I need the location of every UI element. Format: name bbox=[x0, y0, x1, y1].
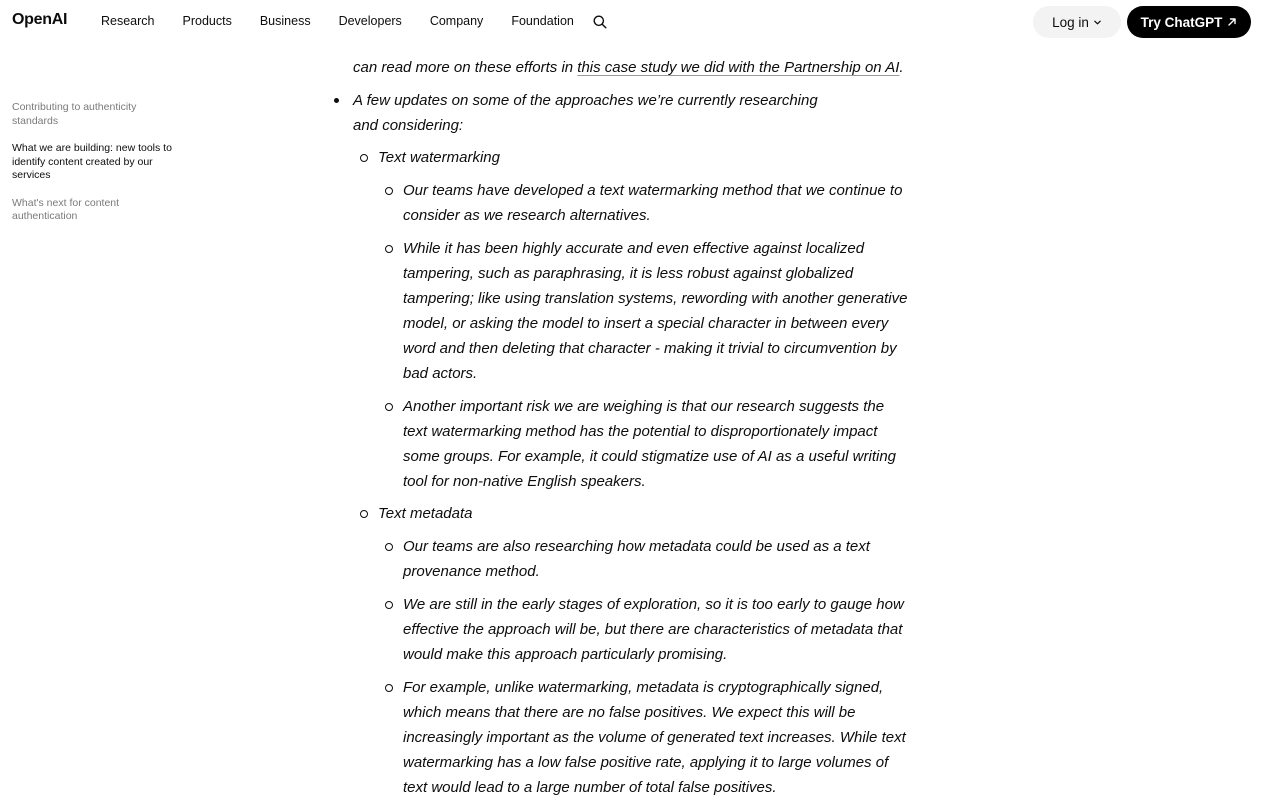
watermarking-details bbox=[403, 178, 933, 494]
login-button[interactable] bbox=[1033, 6, 1121, 38]
nav-products[interactable]: Products bbox=[182, 14, 232, 28]
section-title: Text watermarking bbox=[378, 149, 500, 166]
nav-company[interactable]: Company bbox=[429, 14, 484, 28]
list-item: While it has been highly accurate and even effective against localized tampering, such as paraphrasing, it is less robust against globalized tampering; like using translation systems, rewording with another generative model, or asking the model to insert a special character in between every word and then deleting that character - making it trivial to circumvention by bad actors. bbox=[403, 236, 908, 386]
list-item-text-watermarking bbox=[378, 145, 933, 494]
intro-end: . bbox=[899, 59, 904, 76]
nav-foundation[interactable]: Foundation bbox=[511, 14, 574, 28]
article-body bbox=[353, 55, 933, 800]
intro-text: can read more on these efforts in bbox=[353, 59, 578, 76]
login-label: Log in bbox=[1052, 14, 1089, 30]
toc-item-authenticity-standards[interactable]: Contributing to authenticity standards bbox=[12, 101, 137, 127]
search-icon[interactable] bbox=[592, 14, 608, 30]
list-item: Our teams have developed a text watermarking method that we continue to consider as we research alternatives. bbox=[403, 178, 908, 228]
nav-developers[interactable]: Developers bbox=[338, 14, 402, 28]
list-item-text-metadata bbox=[378, 501, 933, 800]
list-item: For example, unlike watermarking, metadata is cryptographically signed, which means that there are no false positives. We expect this will be increasingly important as the volume of generated text increases. While text watermarking has a low false positive rate, applying it to large volumes of text would lead to a large number of total false positives. bbox=[403, 675, 908, 800]
try-chatgpt-label: Try ChatGPT bbox=[1140, 14, 1223, 30]
list-item: Our teams are also researching how metadata could be used as a text provenance method. bbox=[403, 534, 908, 584]
toc-item-whats-next[interactable]: What's next for content authentication bbox=[12, 196, 120, 222]
nav-research[interactable]: Research bbox=[101, 14, 155, 28]
nav-business[interactable]: Business bbox=[259, 14, 311, 28]
arrow-up-right-icon bbox=[1227, 15, 1237, 30]
openai-logo[interactable]: OpenAI bbox=[12, 11, 68, 28]
list-item: We are still in the early stages of exploration, so it is too early to gauge how effective the approach will be, but there are characteristics of metadata that would make this approach particularly promising. bbox=[403, 592, 908, 667]
main-nav bbox=[101, 14, 602, 28]
list-item: Another important risk we are weighing is that our research suggests the text watermarking method has the potential to disproportionately impact some groups. For example, it could stigmatize use of AI as a useful writing tool for non-native English speakers. bbox=[403, 394, 908, 494]
partnership-on-ai-link[interactable]: this case study we did with the Partnership on AI bbox=[577, 59, 900, 76]
approaches-bullet-text: A few updates on some of the approaches we’re currently researching and considering: bbox=[353, 92, 818, 134]
approaches-list bbox=[353, 88, 933, 800]
try-chatgpt-button[interactable] bbox=[1127, 6, 1251, 38]
top-navigation-bar bbox=[0, 0, 1274, 44]
metadata-details bbox=[403, 534, 933, 800]
chevron-down-icon bbox=[1093, 15, 1102, 30]
approaches-sublist bbox=[378, 145, 933, 800]
table-of-contents bbox=[12, 101, 172, 238]
list-item bbox=[353, 88, 933, 800]
section-title: Text metadata bbox=[378, 505, 473, 522]
intro-paragraph bbox=[353, 55, 933, 80]
toc-item-what-we-are-building[interactable]: What we are building: new tools to identify content created by our services bbox=[12, 142, 172, 181]
